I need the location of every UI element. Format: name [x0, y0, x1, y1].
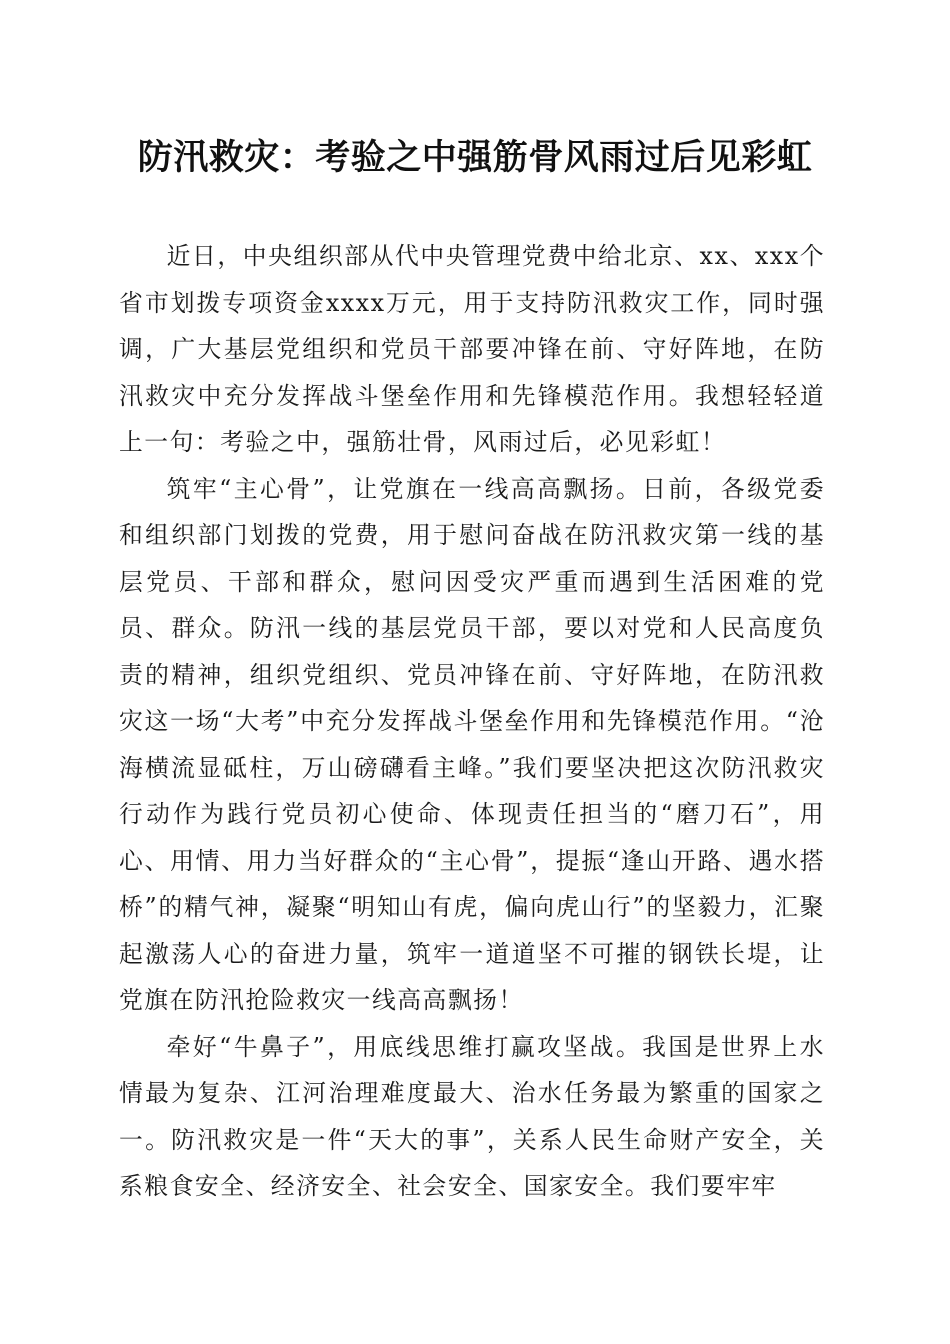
paragraph-1: 近日，中央组织部从代中央管理党费中给北京、xx、xxx个省市划拨专项资金xxxx万元，用于支持防汛救灾工作，同时强调，广大基层党组织和党员干部要冲锋在前、守好阵地，在防汛救灾中充分发挥战斗堡垒作用和先锋模范作用。我想轻轻道上一句：考验之中，强筋壮骨，风雨过后，必见彩虹！: [119, 242, 825, 456]
paragraph-3: 牵好“牛鼻子”，用底线思维打赢攻坚战。我国是世界上水情最为复杂、江河治理难度最大、治水任务最为繁重的国家之一。防汛救灾是一件“天大的事”，关系人民生命财产安全，关系粮食安全、经济安全、社会安全、国家安全。我们要牢牢: [119, 1032, 825, 1200]
document-title: 防汛救灾：考验之中强筋骨风雨过后见彩虹: [137, 137, 813, 178]
document-body: [119, 233, 825, 1210]
paragraph-2: 筑牢“主心骨”，让党旗在一线高高飘扬。日前，各级党委和组织部门划拨的党费，用于慰问奋战在防汛救灾第一线的基层党员、干部和群众，慰问因受灾严重而遇到生活困难的党员、群众。防汛一线的基层党员干部，要以对党和人民高度负责的精神，组织党组织、党员冲锋在前、守好阵地，在防汛救灾这一场“大考”中充分发挥战斗堡垒作用和先锋模范作用。“沧海横流显砥柱，万山磅礴看主峰。”我们要坚决把这次防汛救灾行动作为践行党员初心使命、体现责任担当的“磨刀石”，用心、用情、用力当好群众的“主心骨”，提振“逢山开路、遇水搭桥”的精气神，凝聚“明知山有虎，偏向虎山行”的坚毅力，汇聚起激荡人心的奋进力量，筑牢一道道坚不可摧的钢铁长堤，让党旗在防汛抢险救灾一线高高飘扬！: [119, 474, 825, 1014]
